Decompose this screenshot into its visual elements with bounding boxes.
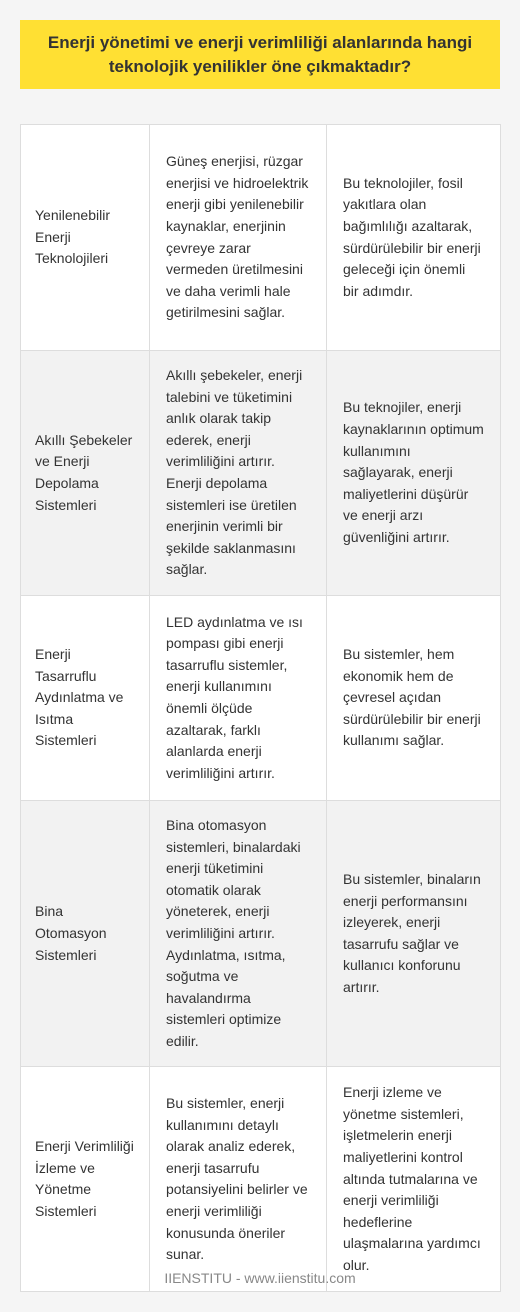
category-cell: Enerji Verimliliği İzleme ve Yönetme Sistemleri (21, 1067, 150, 1292)
description-cell: LED aydınlatma ve ısı pompası gibi enerji tasarruflu sistemler, enerji kullanımını önemli ölçüde azaltarak, farklı alanlarda enerji verimliliğini artırır. (150, 595, 327, 800)
impact-cell: Bu teknojiler, enerji kaynaklarının optimum kullanımını sağlayarak, enerji maliyetlerini düşürür ve enerji arzı güvenliğini artırır. (327, 351, 501, 596)
page-title: Enerji yönetimi ve enerji verimliliği alanlarında hangi teknolojik yenilikler öne çıkmaktadır? (47, 32, 473, 76)
table-row (21, 800, 501, 1067)
description-cell: Bu sistemler, enerji kullanımını detaylı olarak analiz ederek, enerji tasarrufu potansiyelini belirler ve enerji verimliliği konusunda öneriler sunar. (150, 1067, 327, 1292)
table-row (21, 595, 501, 800)
table-row (21, 125, 501, 351)
impact-cell: Bu sistemler, binaların enerji performansını izleyerek, enerji tasarrufu sağlar ve kullanıcı konforunu artırır. (327, 800, 501, 1067)
category-cell: Akıllı Şebekeler ve Enerji Depolama Sistemleri (21, 351, 150, 596)
category-cell: Yenilenebilir Enerji Teknolojileri (21, 125, 150, 351)
impact-cell: Bu teknolojiler, fosil yakıtlara olan bağımlılığı azaltarak, sürdürülebilir bir enerji geleceği için önemli bir adımdır. (327, 125, 501, 351)
category-cell: Bina Otomasyon Sistemleri (21, 800, 150, 1067)
impact-cell: Enerji izleme ve yönetme sistemleri, işletmelerin enerji maliyetlerini kontrol altında tutmalarına ve enerji verimliliği hedeflerine ulaşmalarına yardımcı olur. (327, 1067, 501, 1292)
footer-credit: IIENSTITU - www.iienstitu.com (164, 1270, 356, 1286)
table-row (21, 351, 501, 596)
table-row (21, 1067, 501, 1292)
description-cell: Güneş enerjisi, rüzgar enerjisi ve hidroelektrik enerji gibi yenilenebilir kaynaklar, enerjinin çevreye zarar vermeden üretilmesini ve daha verimli hale getirilmesini sağlar. (150, 125, 327, 351)
title-banner (20, 20, 500, 89)
description-cell: Akıllı şebekeler, enerji talebini ve tüketimini anlık olarak takip ederek, enerji verimliliğini artırır. Enerji depolama sistemleri ise üretilen enerjinin verimli bir şekilde saklanmasını sağlar. (150, 351, 327, 596)
impact-cell: Bu sistemler, hem ekonomik hem de çevresel açıdan sürdürülebilir bir enerji kullanımı sağlar. (327, 595, 501, 800)
description-cell: Bina otomasyon sistemleri, binalardaki enerji tüketimini otomatik olarak yöneterek, enerji verimliliğini artırır. Aydınlatma, ısıtma, soğutma ve havalandırma sistemleri optimize edilir. (150, 800, 327, 1067)
technology-table (20, 124, 501, 1292)
category-cell: Enerji Tasarruflu Aydınlatma ve Isıtma Sistemleri (21, 595, 150, 800)
